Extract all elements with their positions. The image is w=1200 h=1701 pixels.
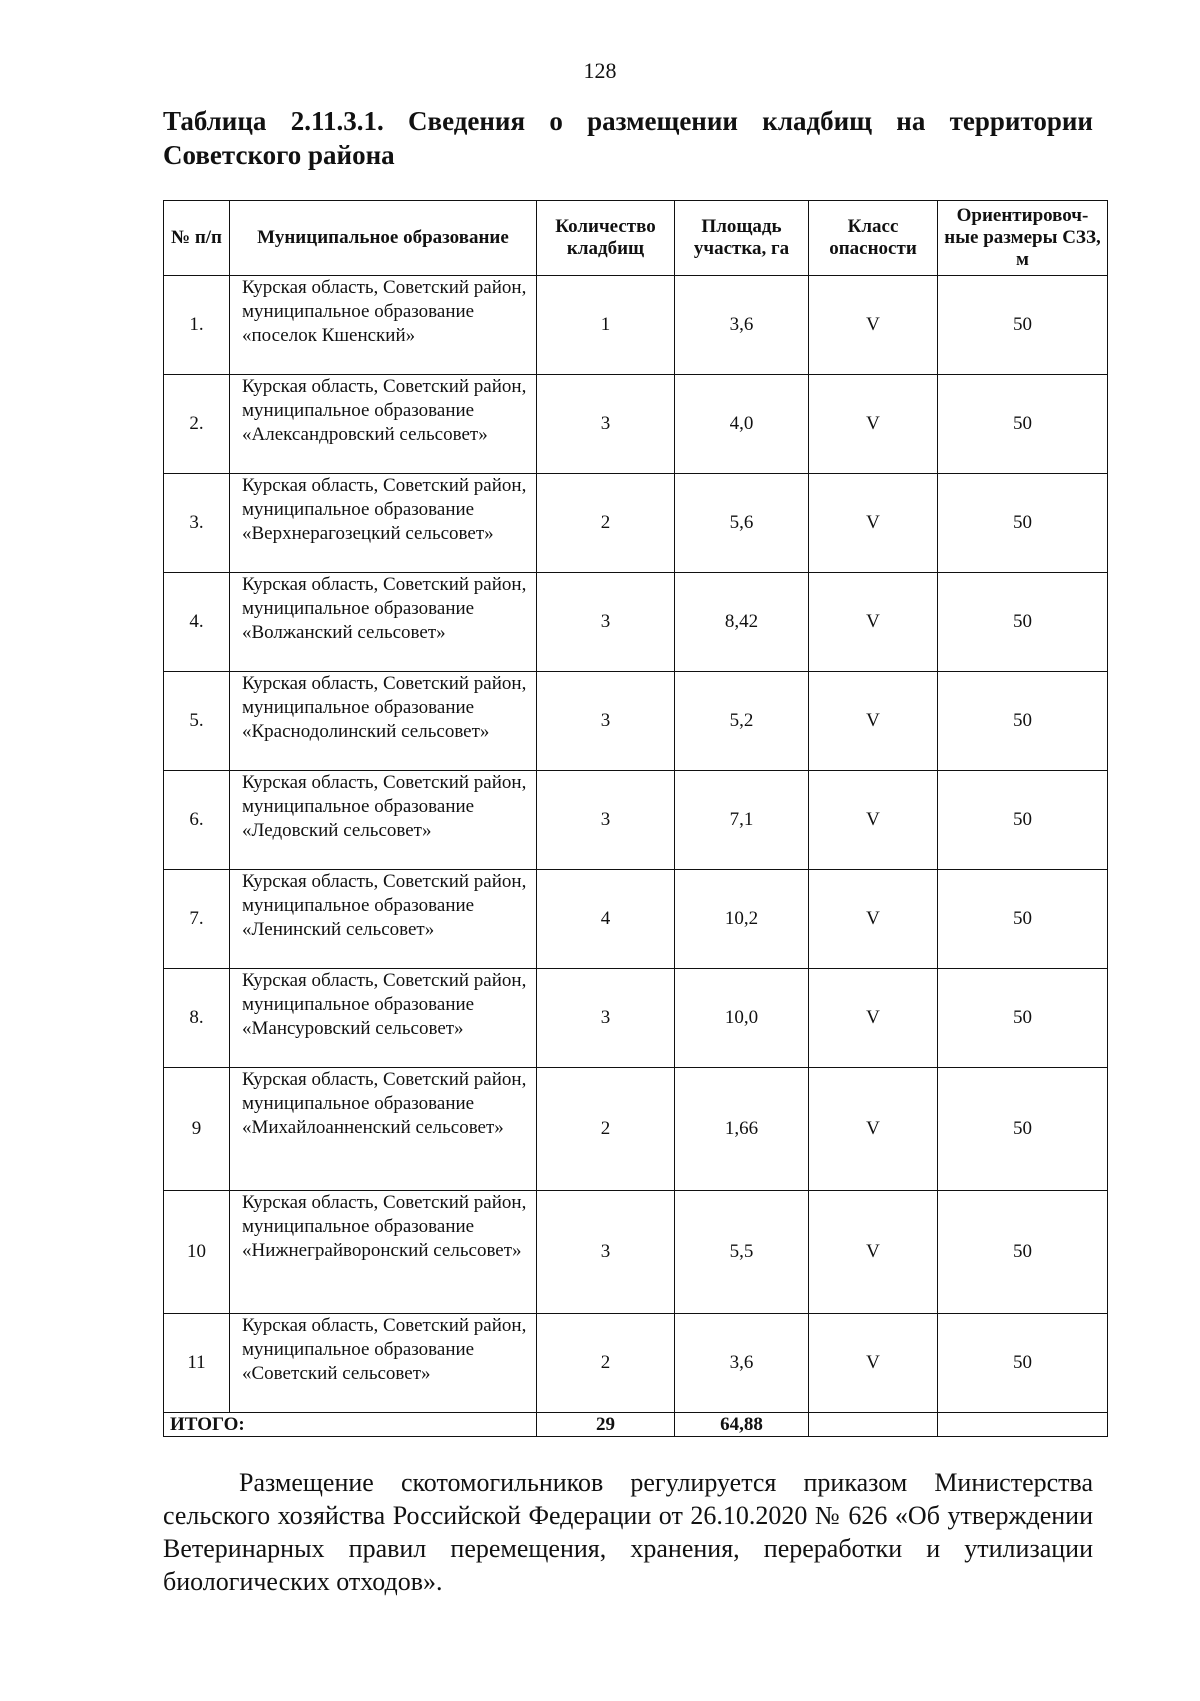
- cell-szz: 50: [938, 573, 1108, 672]
- table-row: [164, 672, 1108, 771]
- cell-count: 4: [537, 870, 675, 969]
- cell-area: 5,2: [675, 672, 809, 771]
- cell-area: 10,0: [675, 969, 809, 1068]
- cemetery-table: [163, 200, 1108, 1437]
- cell-num: 6.: [164, 771, 230, 870]
- total-hazard-class-empty: [809, 1413, 938, 1437]
- cell-hazard-class: V: [809, 1068, 938, 1191]
- total-count: 29: [537, 1413, 675, 1437]
- page-number: 128: [583, 58, 617, 83]
- cell-area: 7,1: [675, 771, 809, 870]
- cell-hazard-class: V: [809, 771, 938, 870]
- table-row: [164, 573, 1108, 672]
- cell-count: 3: [537, 375, 675, 474]
- table-header-row: [164, 201, 1108, 276]
- cell-area: 3,6: [675, 1314, 809, 1413]
- cell-municipality: Курская область, Советский район, муниципальное образование «Ледовский сельсовет»: [230, 771, 537, 870]
- total-area: 64,88: [675, 1413, 809, 1437]
- table-row: [164, 1191, 1108, 1314]
- cell-num: 11: [164, 1314, 230, 1413]
- cell-municipality: Курская область, Советский район, муниципальное образование «Михайлоанненский сельсовет»: [230, 1068, 537, 1191]
- cell-municipality: Курская область, Советский район, муниципальное образование «Ленинский сельсовет»: [230, 870, 537, 969]
- table-row: [164, 474, 1108, 573]
- header-szz: Ориентировоч-ные размеры СЗЗ, м: [938, 201, 1108, 276]
- cell-area: 10,2: [675, 870, 809, 969]
- cell-num: 7.: [164, 870, 230, 969]
- cell-municipality: Курская область, Советский район, муниципальное образование «поселок Кшенский»: [230, 276, 537, 375]
- cell-szz: 50: [938, 1068, 1108, 1191]
- header-area: Площадь участка, га: [675, 201, 809, 276]
- cell-hazard-class: V: [809, 276, 938, 375]
- cell-num: 4.: [164, 573, 230, 672]
- cell-num: 5.: [164, 672, 230, 771]
- cell-hazard-class: V: [809, 1191, 938, 1314]
- table-row: [164, 375, 1108, 474]
- cell-szz: 50: [938, 870, 1108, 969]
- cell-count: 3: [537, 969, 675, 1068]
- cell-municipality: Курская область, Советский район, муниципальное образование «Нижнеграйворонский сельсовет»: [230, 1191, 537, 1314]
- cell-hazard-class: V: [809, 672, 938, 771]
- cell-count: 2: [537, 1314, 675, 1413]
- cell-count: 2: [537, 1068, 675, 1191]
- cell-count: 1: [537, 276, 675, 375]
- cell-area: 4,0: [675, 375, 809, 474]
- cell-hazard-class: V: [809, 870, 938, 969]
- cell-area: 5,6: [675, 474, 809, 573]
- cell-szz: 50: [938, 1191, 1108, 1314]
- header-hazard-class: Класс опасности: [809, 201, 938, 276]
- cell-szz: 50: [938, 771, 1108, 870]
- cell-hazard-class: V: [809, 474, 938, 573]
- cell-municipality: Курская область, Советский район, муниципальное образование «Мансуровский сельсовет»: [230, 969, 537, 1068]
- cell-municipality: Курская область, Советский район, муниципальное образование «Волжанский сельсовет»: [230, 573, 537, 672]
- cell-szz: 50: [938, 474, 1108, 573]
- table-title: Таблица 2.11.3.1. Сведения о размещении кладбищ на территории Советского района: [163, 106, 1093, 170]
- cell-szz: 50: [938, 1314, 1108, 1413]
- table-row: [164, 969, 1108, 1068]
- table-row: [164, 870, 1108, 969]
- cell-area: 3,6: [675, 276, 809, 375]
- cell-hazard-class: V: [809, 573, 938, 672]
- cell-szz: 50: [938, 969, 1108, 1068]
- table-total-row: [164, 1413, 1108, 1437]
- table-row: [164, 1068, 1108, 1191]
- cell-count: 3: [537, 672, 675, 771]
- cell-municipality: Курская область, Советский район, муниципальное образование «Краснодолинский сельсовет»: [230, 672, 537, 771]
- cell-hazard-class: V: [809, 969, 938, 1068]
- cell-szz: 50: [938, 672, 1108, 771]
- body-paragraph: Размещение скотомогильников регулируется приказом Министерства сельского хозяйства Российской Федерации от 26.10.2020 № 626 «Об утверждении Ветеринарных правил перемещения, хранения, переработки и утилизации биологических отходов».: [163, 1468, 1093, 1596]
- cell-szz: 50: [938, 375, 1108, 474]
- table-row: [164, 771, 1108, 870]
- cell-num: 10: [164, 1191, 230, 1314]
- cell-szz: 50: [938, 276, 1108, 375]
- cell-num: 2.: [164, 375, 230, 474]
- cell-hazard-class: V: [809, 375, 938, 474]
- cell-area: 8,42: [675, 573, 809, 672]
- table-row: [164, 276, 1108, 375]
- cell-num: 3.: [164, 474, 230, 573]
- cell-area: 5,5: [675, 1191, 809, 1314]
- table-row: [164, 1314, 1108, 1413]
- cell-municipality: Курская область, Советский район, муниципальное образование «Советский сельсовет»: [230, 1314, 537, 1413]
- header-municipality: Муниципальное образование: [230, 201, 537, 276]
- cell-area: 1,66: [675, 1068, 809, 1191]
- cell-count: 3: [537, 573, 675, 672]
- cell-count: 3: [537, 771, 675, 870]
- cell-num: 1.: [164, 276, 230, 375]
- cell-hazard-class: V: [809, 1314, 938, 1413]
- total-label: ИТОГО:: [164, 1413, 537, 1437]
- cell-count: 2: [537, 474, 675, 573]
- total-szz-empty: [938, 1413, 1108, 1437]
- cell-municipality: Курская область, Советский район, муниципальное образование «Верхнерагозецкий сельсовет»: [230, 474, 537, 573]
- header-count: Количество кладбищ: [537, 201, 675, 276]
- cell-num: 9: [164, 1068, 230, 1191]
- cell-num: 8.: [164, 969, 230, 1068]
- cell-municipality: Курская область, Советский район, муниципальное образование «Александровский сельсовет»: [230, 375, 537, 474]
- header-num: № п/п: [164, 201, 230, 276]
- cell-count: 3: [537, 1191, 675, 1314]
